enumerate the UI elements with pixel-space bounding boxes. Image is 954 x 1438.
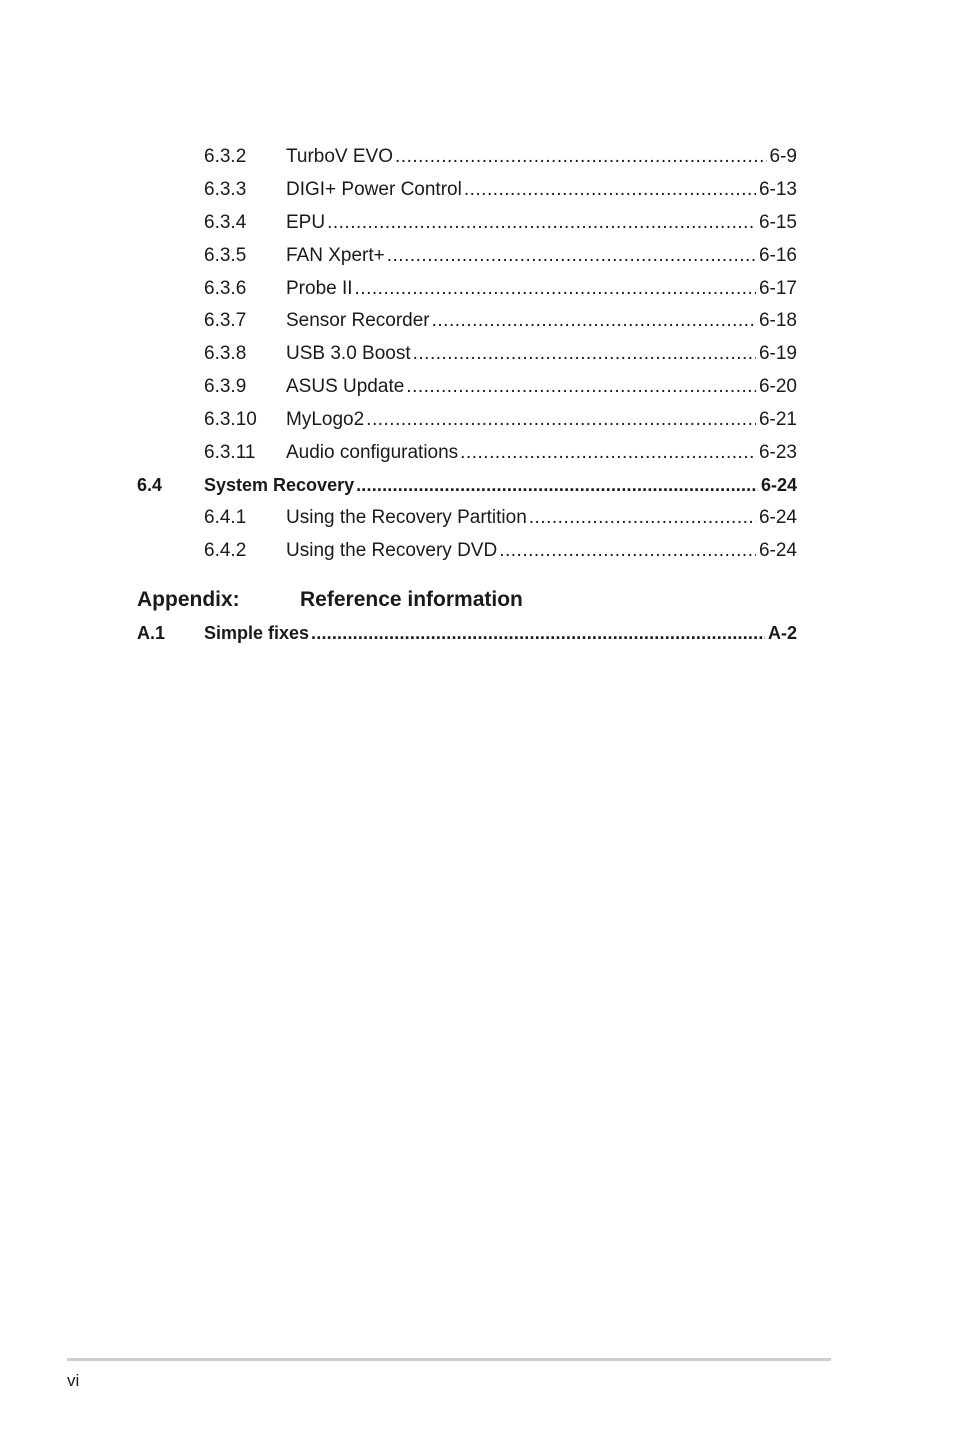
toc-entry-page: 6-20 xyxy=(758,376,797,397)
appendix-label: Appendix: xyxy=(137,588,240,611)
toc-entry-6-3-3[interactable] xyxy=(0,177,954,203)
footer-divider xyxy=(67,1358,831,1361)
toc-entry-number: 6.3.4 xyxy=(204,212,247,233)
toc-entry-number: 6.4.1 xyxy=(204,507,247,528)
toc-entry-6-3-2[interactable] xyxy=(0,144,954,170)
toc-entry-page: 6-17 xyxy=(758,278,797,299)
dot-leader xyxy=(460,440,756,466)
toc-entry-number: 6.3.6 xyxy=(204,278,247,299)
toc-entry-6-3-7[interactable] xyxy=(0,308,954,334)
toc-entry-link[interactable] xyxy=(286,243,797,269)
toc-entry-number: 6.3.11 xyxy=(204,442,256,463)
appendix-heading xyxy=(0,585,954,615)
toc-entry-number: 6.3.3 xyxy=(204,179,247,200)
toc-entry-number: 6.3.7 xyxy=(204,310,247,331)
toc-entry-6-3-4[interactable] xyxy=(0,210,954,236)
toc-entry-6-4-1[interactable] xyxy=(0,505,954,531)
toc-entry-title: Using the Recovery DVD xyxy=(286,540,498,561)
toc-entry-link[interactable] xyxy=(286,407,797,433)
toc-entry-title: TurboV EVO xyxy=(286,146,394,167)
toc-entry-page: 6-24 xyxy=(758,507,797,528)
toc-entry-number: 6.3.8 xyxy=(204,343,247,364)
toc-entry-page: 6-16 xyxy=(758,245,797,266)
dot-leader xyxy=(464,177,756,203)
toc-entry-number: 6.3.5 xyxy=(204,245,247,266)
toc-entry-page: 6-24 xyxy=(758,540,797,561)
dot-leader xyxy=(413,341,756,367)
toc-section-title: System Recovery xyxy=(204,475,355,495)
toc-section-link[interactable] xyxy=(204,472,797,498)
toc-entry-6-3-6[interactable] xyxy=(0,276,954,302)
toc-entry-6-3-8[interactable] xyxy=(0,341,954,367)
toc-entry-page: 6-19 xyxy=(758,343,797,364)
toc-entry-number: 6.3.10 xyxy=(204,409,257,430)
toc-entry-link[interactable] xyxy=(286,440,797,466)
toc-section-link[interactable] xyxy=(204,620,797,646)
toc-entry-6-3-9[interactable] xyxy=(0,374,954,400)
toc-entry-link[interactable] xyxy=(286,210,797,236)
toc-entry-title: MyLogo2 xyxy=(286,409,365,430)
toc-entry-title: USB 3.0 Boost xyxy=(286,343,411,364)
dot-leader xyxy=(499,538,756,564)
toc-entry-link[interactable] xyxy=(286,341,797,367)
dot-leader xyxy=(355,276,756,302)
toc-entry-link[interactable] xyxy=(286,177,797,203)
toc-entry-6-3-10[interactable] xyxy=(0,407,954,433)
dot-leader xyxy=(529,505,756,531)
dot-leader xyxy=(395,144,767,170)
toc-entry-6-3-11[interactable] xyxy=(0,440,954,466)
footer-page-number: vi xyxy=(67,1371,80,1390)
appendix-title: Reference information xyxy=(300,588,523,611)
toc-section-page: A-2 xyxy=(767,623,797,643)
toc-entry-number: 6.4.2 xyxy=(204,540,247,561)
toc-entry-link[interactable] xyxy=(286,144,797,170)
toc-entry-title: Sensor Recorder xyxy=(286,310,430,331)
toc-entry-title: FAN Xpert+ xyxy=(286,245,385,266)
toc-entry-page: 6-9 xyxy=(769,146,797,167)
toc-section-6-4[interactable] xyxy=(0,472,954,498)
toc-section-title: Simple fixes xyxy=(204,623,310,643)
toc-entry-title: Audio configurations xyxy=(286,442,459,463)
toc-entry-title: Using the Recovery Partition xyxy=(286,507,527,528)
dot-leader xyxy=(311,620,765,646)
toc-entry-link[interactable] xyxy=(286,538,797,564)
toc-entry-page: 6-15 xyxy=(758,212,797,233)
toc-section-a-1[interactable] xyxy=(0,620,954,646)
toc-entry-link[interactable] xyxy=(286,276,797,302)
dot-leader xyxy=(327,210,756,236)
toc-entry-link[interactable] xyxy=(286,505,797,531)
dot-leader xyxy=(432,308,756,334)
toc-entry-title: ASUS Update xyxy=(286,376,405,397)
toc-section-number: A.1 xyxy=(137,623,166,643)
toc-entry-6-4-2[interactable] xyxy=(0,538,954,564)
dot-leader xyxy=(387,243,756,269)
dot-leader xyxy=(366,407,756,433)
dot-leader xyxy=(406,374,756,400)
toc-entry-link[interactable] xyxy=(286,374,797,400)
toc-entry-page: 6-23 xyxy=(758,442,797,463)
toc-section-number: 6.4 xyxy=(137,475,163,495)
toc-entry-title: Probe II xyxy=(286,278,353,299)
toc-entry-link[interactable] xyxy=(286,308,797,334)
toc-section-page: 6-24 xyxy=(760,475,797,495)
toc-entry-page: 6-13 xyxy=(758,179,797,200)
toc-entry-title: DIGI+ Power Control xyxy=(286,179,462,200)
toc-entry-title: EPU xyxy=(286,212,326,233)
toc-entry-number: 6.3.2 xyxy=(204,146,247,167)
toc-entry-page: 6-21 xyxy=(758,409,797,430)
dot-leader xyxy=(356,472,758,498)
toc-entry-number: 6.3.9 xyxy=(204,376,247,397)
toc-entry-page: 6-18 xyxy=(758,310,797,331)
toc-entry-6-3-5[interactable] xyxy=(0,243,954,269)
